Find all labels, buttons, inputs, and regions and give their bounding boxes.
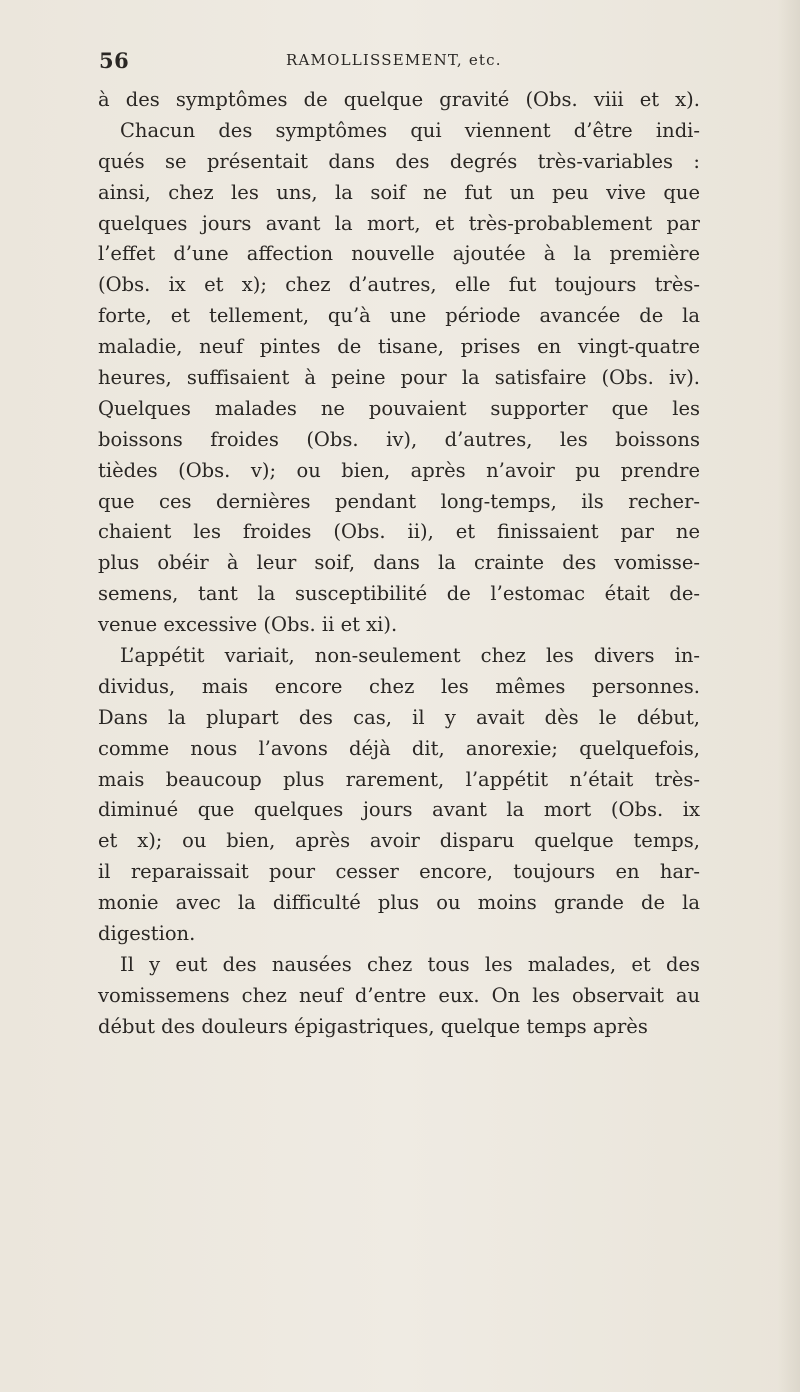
text-line: venue excessive (Obs. ii et xi). — [98, 613, 398, 637]
text-line: il reparaissait pour cesser encore, toujours en har- — [98, 860, 700, 884]
text-line: maladie, neuf pintes de tisane, prises en vingt-quatre — [98, 335, 700, 359]
text-line: comme nous l’avons déjà dit, anorexie; quelquefois, — [98, 736, 700, 760]
text-line: forte, et tellement, qu’à une période avancée de la — [98, 304, 700, 328]
text-line: Il y eut des nausées chez tous les malades, et des — [120, 952, 700, 976]
text-line: (Obs. ix et x); chez d’autres, elle fut toujours très- — [98, 273, 700, 297]
text-line: diminué que quelques jours avant la mort (Obs. ix — [98, 798, 700, 822]
text-line: heures, suffisaient à peine pour la satisfaire (Obs. iv). — [98, 366, 700, 390]
running-head: RAMOLLISSEMENT, etc. — [286, 51, 502, 69]
page-number: 56 — [99, 48, 130, 73]
text-line: mais beaucoup plus rarement, l’appétit n’était très- — [98, 767, 700, 791]
body-text — [98, 85, 700, 1043]
text-line: tièdes (Obs. v); ou bien, après n’avoir pu prendre — [98, 458, 700, 482]
text-line: à des symptômes de quelque gravité (Obs. viii et x). — [98, 88, 700, 111]
text-line: dividus, mais encore chez les mêmes personnes. — [98, 674, 700, 698]
text-line: que ces dernières pendant long-temps, ils recher- — [98, 489, 700, 513]
text-line: monie avec la difficulté plus ou moins grande de la — [98, 891, 700, 915]
text-line: vomissemens chez neuf d’entre eux. On les observait au — [98, 983, 700, 1007]
text-line: ainsi, chez les uns, la soif ne fut un peu vive que — [98, 180, 700, 204]
text-line: semens, tant la susceptibilité de l’estomac était de- — [98, 582, 700, 606]
text-line: quelques jours avant la mort, et très-probablement par — [98, 211, 700, 235]
page-edge-shadow — [778, 0, 800, 1392]
text-line: Quelques malades ne pouvaient supporter que les — [98, 396, 700, 420]
page-header — [99, 48, 699, 78]
text-line: Dans la plupart des cas, il y avait dès le début, — [98, 705, 700, 729]
text-line: et x); ou bien, après avoir disparu quelque temps, — [98, 829, 700, 853]
text-line: début des douleurs épigastriques, quelque temps après — [98, 1014, 648, 1038]
text-line: digestion. — [98, 922, 196, 946]
text-line: L’appétit variait, non-seulement chez les divers in- — [120, 644, 700, 668]
text-line: Chacun des symptômes qui viennent d’être indi- — [120, 118, 700, 142]
text-line: qués se présentait dans des degrés très-variables : — [98, 149, 700, 173]
text-line: l’effet d’une affection nouvelle ajoutée à la première — [98, 242, 700, 266]
text-line: chaient les froides (Obs. ii), et finissaient par ne — [98, 520, 700, 544]
text-line: plus obéir à leur soif, dans la crainte des vomisse- — [98, 551, 700, 575]
text-line: boissons froides (Obs. iv), d’autres, les boissons — [98, 427, 700, 451]
